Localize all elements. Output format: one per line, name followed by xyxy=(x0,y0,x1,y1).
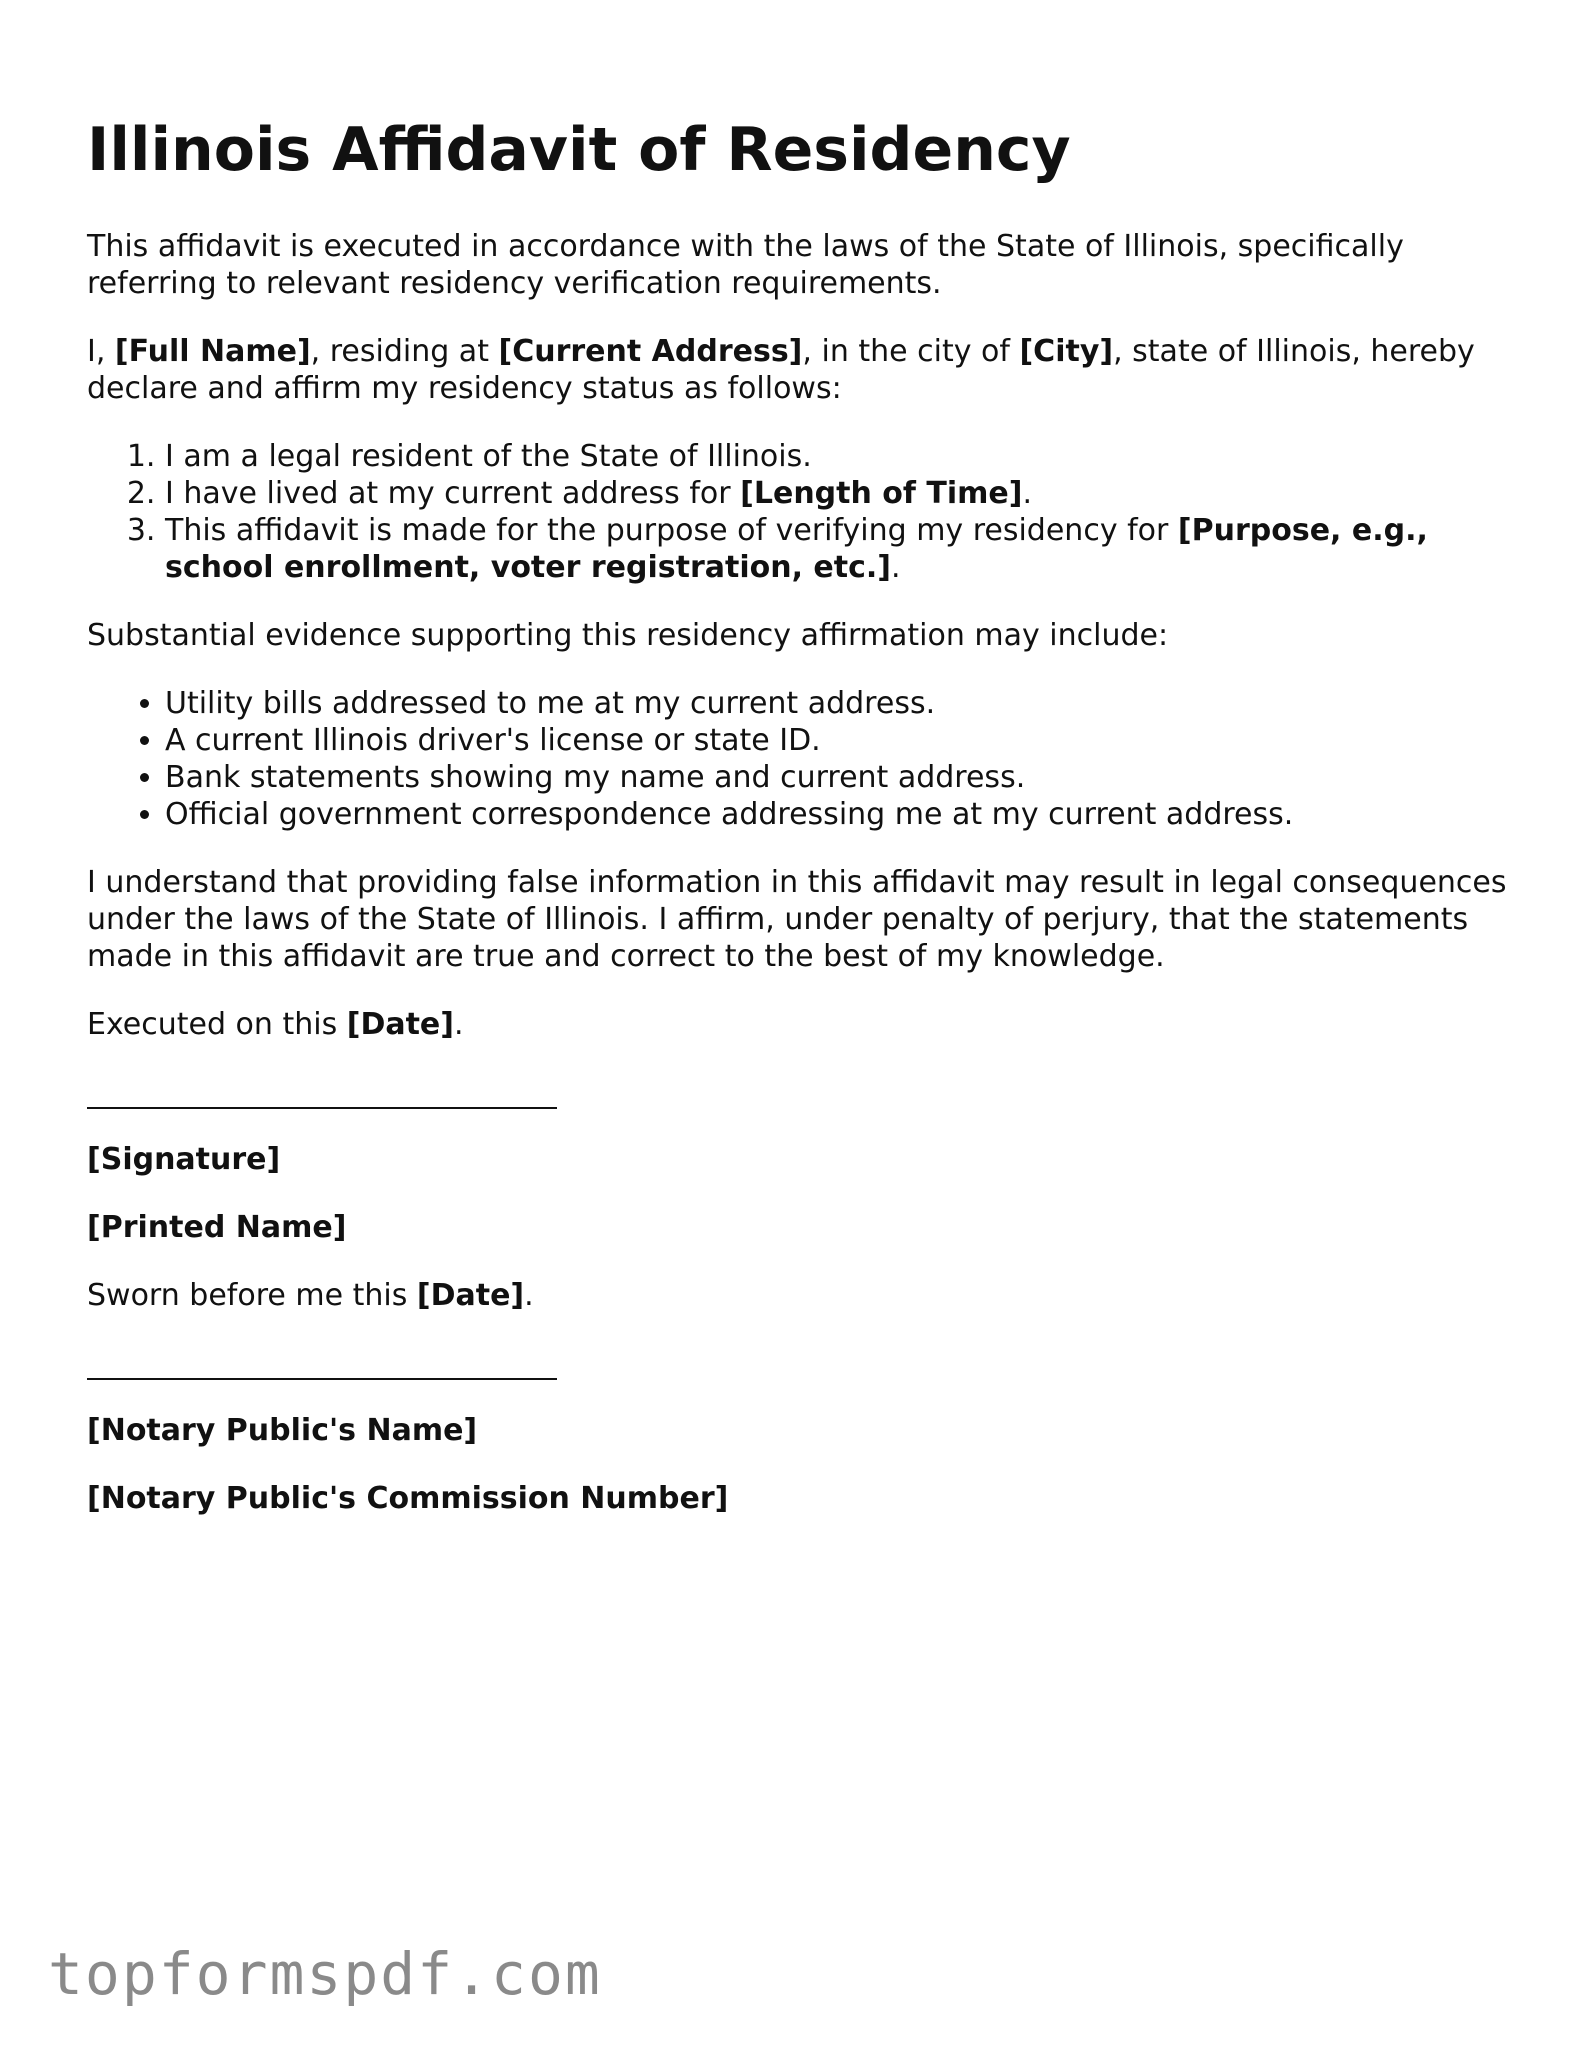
signature-line xyxy=(87,1107,557,1109)
list-item: • Official government correspondence addressing me at my current address. xyxy=(165,796,1507,833)
printed-name-label: [Printed Name] xyxy=(87,1210,347,1245)
purpose-placeholder: [Purpose, e.g., school enrollment, voter registration, etc.] xyxy=(165,513,1428,585)
list-item: 2. I have lived at my current address for [Length of Time]. xyxy=(165,475,1507,512)
city-placeholder: [City] xyxy=(1019,334,1114,369)
notary-signature-line xyxy=(87,1378,557,1380)
declaration-paragraph: I, [Full Name], residing at [Current Address], in the city of [City], state of Illinois, hereby declare and affirm my residency status as follows: xyxy=(87,334,1475,406)
list-item: • Utility bills addressed to me at my current address. xyxy=(165,685,1507,722)
intro-paragraph: This affidavit is executed in accordance with the laws of the State of Illinois, specifically referring to relevant residency verification requirements. xyxy=(87,229,1404,301)
evidence-intro: Substantial evidence supporting this residency affirmation may include: xyxy=(87,618,1169,653)
sworn-date-placeholder: [Date] xyxy=(416,1278,525,1313)
residency-statements-list xyxy=(87,438,1507,586)
notary-name-label: [Notary Public's Name] xyxy=(87,1413,478,1448)
executed-line: Executed on this [Date]. xyxy=(87,1007,464,1042)
list-item: 3. This affidavit is made for the purpose of verifying my residency for [Purpose, e.g., school enrollment, voter registration, etc.]. xyxy=(165,512,1507,586)
length-of-time-placeholder: [Length of Time] xyxy=(740,476,1023,511)
list-item: • A current Illinois driver's license or state ID. xyxy=(165,722,1507,759)
full-name-placeholder: [Full Name] xyxy=(114,334,311,369)
notary-commission-label: [Notary Public's Commission Number] xyxy=(87,1481,729,1516)
list-item: 1. I am a legal resident of the State of Illinois. xyxy=(165,438,1507,475)
list-item: • Bank statements showing my name and current address. xyxy=(165,759,1507,796)
current-address-placeholder: [Current Address] xyxy=(498,334,803,369)
document-title: Illinois Affidavit of Residency xyxy=(87,115,1071,185)
document-body xyxy=(87,228,1507,1548)
executed-date-placeholder: [Date] xyxy=(346,1007,454,1042)
evidence-list xyxy=(87,685,1507,833)
penalty-statement: I understand that providing false information in this affidavit may result in legal consequences under the laws of the State of Illinois. I affirm, under penalty of perjury, that the statements made in this affidavit are true and correct to the best of my knowledge. xyxy=(87,865,1507,974)
signature-label: [Signature] xyxy=(87,1142,281,1177)
watermark: topformspdf.com xyxy=(48,1940,602,2008)
sworn-line: Sworn before me this [Date]. xyxy=(87,1278,534,1313)
